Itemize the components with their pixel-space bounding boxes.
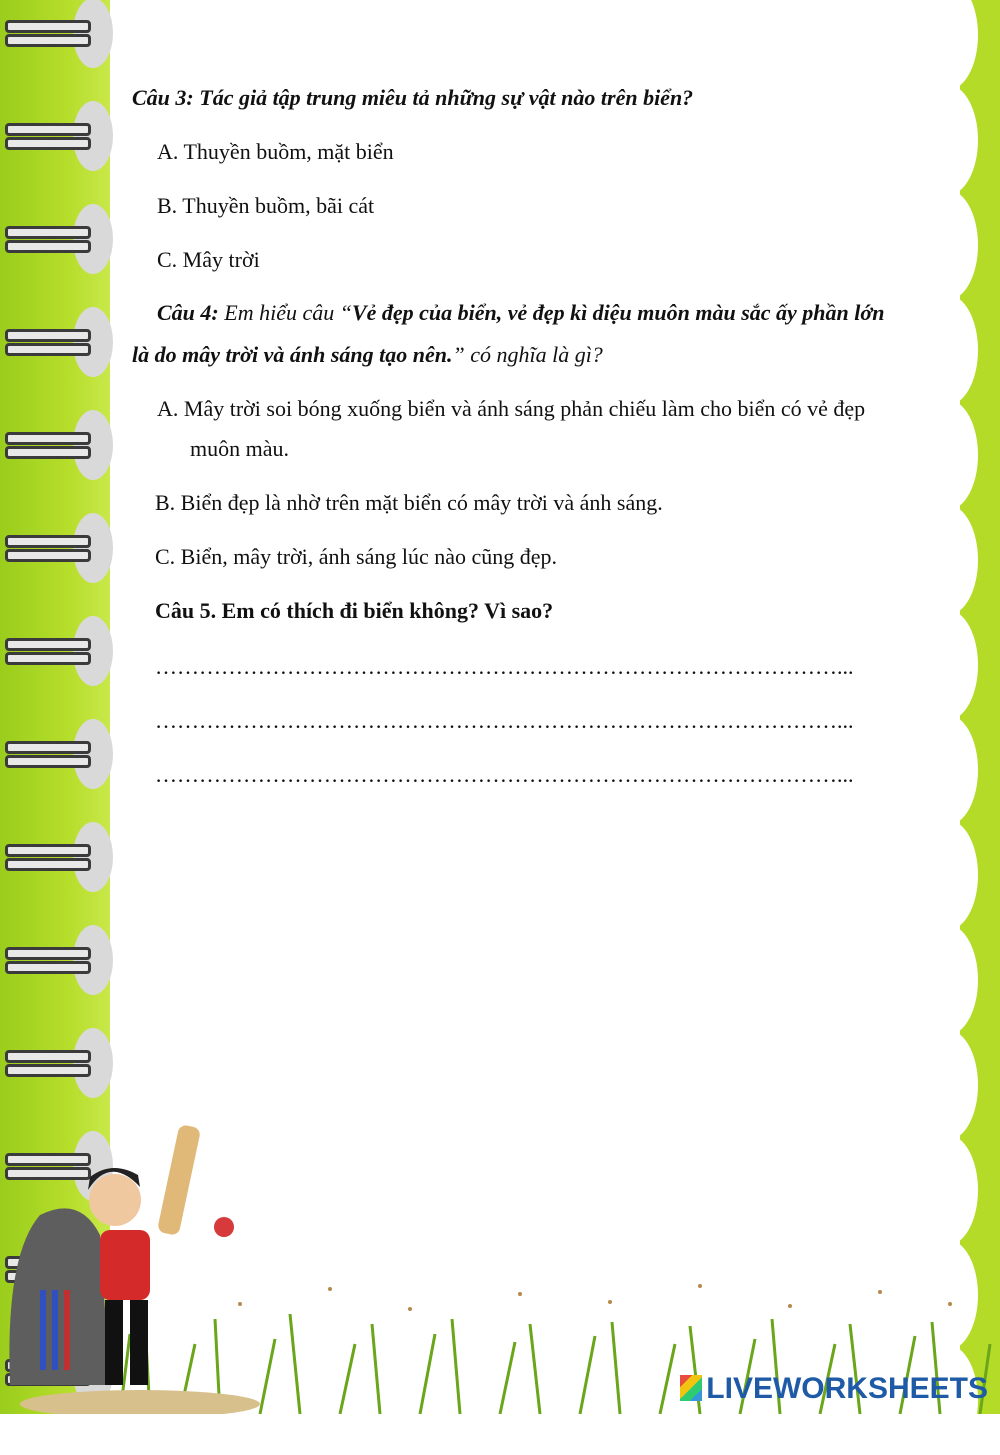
watermark-text: LIVEWORKSHEETS (706, 1372, 988, 1405)
question-3-text: Tác giả tập trung miêu tả những sự vật nào trên biển? (193, 85, 694, 110)
liveworksheets-watermark (680, 1372, 988, 1406)
question-4-prefix: Em hiểu câu “ (218, 300, 352, 325)
answer-line-2[interactable]: …………………………………………………………………………………... (155, 708, 854, 733)
question-3-option-b: B. Thuyền buồm, bãi cát (157, 193, 375, 218)
question-5: Câu 5. Em có thích đi biển không? Vì sao? (155, 598, 554, 623)
question-4-option-a-cont: muôn màu. (190, 436, 289, 461)
question-3 (132, 83, 693, 113)
question-3-label: Câu 3: (132, 85, 194, 110)
question-4-option-c: C. Biển, mây trời, ánh sáng lúc nào cũng đẹp. (155, 544, 558, 569)
question-3-option-a: A. Thuyền buồm, mặt biển (157, 139, 394, 164)
question-4-line-1 (157, 298, 884, 328)
question-4-line-2 (132, 340, 603, 370)
question-4-quote-1: Vẻ đẹp của biển, vẻ đẹp kì diệu muôn màu sắc ấy phần lớn (351, 300, 885, 325)
question-4-suffix: ” có nghĩa là gì? (452, 342, 603, 367)
cricket-player-illustration (0, 1105, 260, 1405)
answer-line-1[interactable]: …………………………………………………………………………………... (155, 654, 854, 679)
question-3-option-c: C. Mây trời (157, 247, 260, 272)
question-4-label: Câu 4: (157, 300, 219, 325)
question-4-option-b: B. Biển đẹp là nhờ trên mặt biển có mây trời và ánh sáng. (155, 490, 663, 515)
question-4-option-a: A. Mây trời soi bóng xuống biển và ánh sáng phản chiếu làm cho biển có vẻ đẹp (157, 396, 866, 421)
liveworksheets-logo-icon (680, 1375, 702, 1401)
answer-line-3[interactable]: …………………………………………………………………………………... (155, 762, 854, 787)
question-4-quote-2: là do mây trời và ánh sáng tạo nên. (132, 342, 453, 367)
